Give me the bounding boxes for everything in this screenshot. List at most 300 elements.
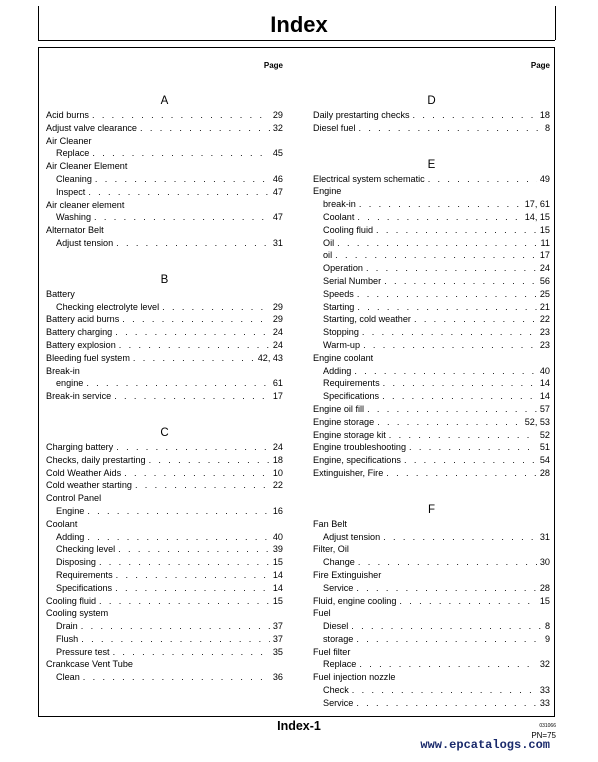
dot-leader <box>337 237 537 250</box>
entry-label: Battery acid burns <box>46 314 120 325</box>
section-letter: C <box>160 426 169 439</box>
index-subentry <box>313 339 550 352</box>
index-subentry <box>313 620 550 633</box>
dot-leader <box>356 697 537 710</box>
entry-label: Cooling fluid <box>323 224 374 235</box>
dot-leader <box>124 467 270 480</box>
entry-page-number: 24 <box>272 441 283 452</box>
index-entry <box>313 607 550 620</box>
dot-leader <box>356 633 542 646</box>
index-subentry <box>46 531 283 544</box>
entry-label: Inspect <box>56 186 86 197</box>
dot-leader <box>357 301 537 314</box>
index-subentry <box>313 658 550 671</box>
dot-leader <box>359 658 537 671</box>
index-entry <box>46 313 283 326</box>
entry-page-number: 17 <box>539 250 550 261</box>
entry-label: storage <box>323 633 354 644</box>
dot-leader <box>359 198 522 211</box>
entry-label: Adjust tension <box>323 531 381 542</box>
entry-label: Checking level <box>56 544 116 555</box>
footer-page-title: Index-1 <box>277 719 321 733</box>
dot-leader <box>352 684 537 697</box>
dot-leader <box>356 582 537 595</box>
index-entry <box>313 403 550 416</box>
entry-label: Oil <box>323 237 335 248</box>
index-subentry <box>46 211 283 224</box>
entry-label: Diesel fuel <box>313 122 356 133</box>
entry-page-number: 54 <box>539 455 550 466</box>
index-subentry <box>46 173 283 186</box>
entry-label: Replace <box>323 659 357 670</box>
entry-page-number: 17, 61 <box>524 199 550 210</box>
index-subentry <box>313 198 550 211</box>
entry-page-number: 39 <box>272 544 283 555</box>
entry-label: Check <box>323 685 349 696</box>
footer-code: 031066 <box>539 723 556 729</box>
index-entry <box>313 441 550 454</box>
dot-leader <box>366 262 537 275</box>
dot-leader <box>382 390 537 403</box>
dot-leader <box>376 224 537 237</box>
index-entry <box>46 595 283 608</box>
entry-label: Diesel <box>323 621 349 632</box>
index-subentry <box>313 275 550 288</box>
section-letter: D <box>427 95 436 107</box>
dot-leader <box>358 556 537 569</box>
entry-label: Cold weather starting <box>46 480 132 491</box>
index-entry <box>46 467 283 480</box>
entry-label: break-in <box>323 199 356 210</box>
page-title: Index <box>270 12 328 37</box>
index-entry <box>46 122 283 135</box>
entry-label: Filter, Oil <box>313 544 349 555</box>
entry-page-number: 47 <box>272 186 283 197</box>
dot-leader <box>99 556 270 569</box>
entry-label: Control Panel <box>46 493 102 504</box>
entry-label: Service <box>323 697 354 708</box>
index-subentry <box>313 237 550 250</box>
dot-leader <box>115 582 270 595</box>
footer-page-number: PN=75 <box>531 731 556 740</box>
entry-label: Fuel injection nozzle <box>313 672 396 683</box>
section-letter: A <box>160 95 169 107</box>
index-entry <box>313 173 550 186</box>
entry-page-number: 35 <box>272 646 283 657</box>
dot-leader <box>357 211 521 224</box>
title-bottom-rule <box>38 40 555 41</box>
dot-leader <box>367 403 537 416</box>
dot-leader <box>94 211 270 224</box>
dot-leader <box>399 595 536 608</box>
entry-label: Starting <box>323 301 355 312</box>
entry-label: oil <box>323 250 333 261</box>
dot-leader <box>377 416 522 429</box>
entry-label: Engine coolant <box>313 352 374 363</box>
entry-label: Clean <box>56 672 80 683</box>
entry-label: Battery explosion <box>46 339 116 350</box>
index-subentry <box>313 377 550 390</box>
entry-label: Fuel <box>313 608 331 619</box>
entry-page-number: 49 <box>539 173 550 184</box>
entry-label: Engine storage <box>313 416 375 427</box>
entry-label: Cooling fluid <box>46 595 97 606</box>
dot-leader <box>358 122 541 135</box>
entry-page-number: 56 <box>539 275 550 286</box>
entry-label: Engine oil fill <box>313 403 365 414</box>
index-entry <box>313 122 550 135</box>
index-entry <box>46 454 283 467</box>
entry-page-number: 24 <box>272 327 283 338</box>
entry-label: Cooling system <box>46 608 109 619</box>
entry-page-number: 24 <box>539 263 550 274</box>
index-entry <box>46 518 283 531</box>
entry-page-number: 46 <box>272 173 283 184</box>
entry-page-number: 42, 43 <box>257 352 283 363</box>
entry-label: Stopping <box>323 327 359 338</box>
dot-leader <box>384 275 537 288</box>
index-subentry <box>313 326 550 339</box>
entry-label: Starting, cold weather <box>323 314 411 325</box>
entry-label: Adding <box>323 365 352 376</box>
dot-leader <box>383 531 537 544</box>
entry-label: Operation <box>323 263 363 274</box>
entry-label: Air Cleaner Element <box>46 161 128 172</box>
index-subentry <box>313 365 550 378</box>
dot-leader <box>335 249 537 262</box>
index-subentry <box>313 390 550 403</box>
dot-leader <box>140 122 270 135</box>
entry-label: Cold Weather Aids <box>46 467 122 478</box>
entry-label: Fuel filter <box>313 646 351 657</box>
entry-page-number: 14 <box>539 378 550 389</box>
index-entry <box>46 390 283 403</box>
entry-label: Engine <box>56 505 85 516</box>
index-entry <box>313 352 550 365</box>
entry-label: Adjust tension <box>56 237 114 248</box>
entry-label: Bleeding fuel system <box>46 352 130 363</box>
entry-label: Battery <box>46 288 75 299</box>
index-entry <box>313 671 550 684</box>
index-subentry <box>313 531 550 544</box>
entry-page-number: 15 <box>272 595 283 606</box>
section-letter: B <box>160 273 169 286</box>
entry-page-number: 52 <box>539 429 550 440</box>
index-entry <box>313 454 550 467</box>
index-subentry <box>313 697 550 710</box>
dot-leader <box>404 454 537 467</box>
entry-label: Adjust valve clearance <box>46 122 137 133</box>
index-subentry <box>46 556 283 569</box>
entry-page-number: 51 <box>539 442 550 453</box>
entry-page-number: 14 <box>539 391 550 402</box>
dot-leader <box>116 441 270 454</box>
index-entry <box>46 160 283 173</box>
entry-label: Engine, specifications <box>313 455 401 466</box>
entry-label: Requirements <box>56 569 113 580</box>
index-subentry <box>313 211 550 224</box>
entry-label: Requirements <box>323 378 380 389</box>
dot-leader <box>87 505 270 518</box>
dot-leader <box>135 479 270 492</box>
dot-leader <box>86 377 270 390</box>
index-entry <box>46 326 283 339</box>
dot-leader <box>116 569 270 582</box>
dot-leader <box>119 339 270 352</box>
index-entry <box>313 467 550 480</box>
index-subentry <box>46 377 283 390</box>
index-entry <box>313 416 550 429</box>
dot-leader <box>162 301 270 314</box>
entry-label: engine <box>56 378 84 389</box>
entry-page-number: 22 <box>272 480 283 491</box>
entry-page-number: 14 <box>272 582 283 593</box>
index-subentry <box>313 249 550 262</box>
dot-leader <box>114 390 270 403</box>
entry-label: Break-in service <box>46 391 112 402</box>
index-subentry <box>46 646 283 659</box>
entry-label: Specifications <box>56 582 113 593</box>
entry-page-number: 29 <box>272 301 283 312</box>
index-entry <box>46 339 283 352</box>
entry-label: Acid burns <box>46 110 89 120</box>
entry-page-number: 15 <box>539 224 550 235</box>
entry-label: Battery charging <box>46 327 113 338</box>
dot-leader <box>409 441 537 454</box>
entry-page-number: 28 <box>539 467 550 478</box>
dot-leader <box>116 237 270 250</box>
entry-label: Fluid, engine cooling <box>313 595 397 606</box>
entry-page-number: 9 <box>544 633 550 644</box>
dot-leader <box>133 352 255 365</box>
entry-label: Air Cleaner <box>46 135 92 146</box>
section-letter: E <box>427 158 436 171</box>
index-entry <box>313 646 550 659</box>
entry-label: Speeds <box>323 288 354 299</box>
entry-page-number: 33 <box>539 697 550 708</box>
entry-page-number: 18 <box>272 454 283 465</box>
page-column-header: Page <box>530 61 550 70</box>
index-entry <box>46 365 283 378</box>
dot-leader <box>383 377 537 390</box>
entry-page-number: 11 <box>540 237 550 248</box>
entry-page-number: 17 <box>272 391 283 402</box>
dot-leader <box>118 543 270 556</box>
entry-page-number: 10 <box>272 467 283 478</box>
entry-label: Alternator Belt <box>46 225 104 236</box>
dot-leader <box>386 467 537 480</box>
entry-label: Replace <box>56 148 90 159</box>
dot-leader <box>354 365 537 378</box>
entry-page-number: 30 <box>539 557 550 568</box>
dot-leader <box>413 109 537 122</box>
index-subentry <box>313 224 550 237</box>
entry-label: Fan Belt <box>313 518 347 529</box>
index-subentry <box>46 147 283 160</box>
entry-page-number: 25 <box>539 288 550 299</box>
dot-leader <box>122 313 270 326</box>
index-subentry <box>46 237 283 250</box>
entry-label: Specifications <box>323 391 380 402</box>
index-subentry <box>46 186 283 199</box>
entry-page-number: 61 <box>272 378 283 389</box>
dot-leader <box>99 595 270 608</box>
entry-page-number: 28 <box>539 582 550 593</box>
entry-page-number: 22 <box>539 314 550 325</box>
entry-label: Fire Extinguisher <box>313 569 382 580</box>
entry-page-number: 23 <box>539 339 550 350</box>
dot-leader <box>363 339 537 352</box>
dot-leader <box>351 620 542 633</box>
page-column-header: Page <box>263 61 283 70</box>
index-subentry <box>46 505 283 518</box>
entry-page-number: 57 <box>539 403 550 414</box>
index-subentry <box>46 633 283 646</box>
entry-page-number: 45 <box>272 148 283 159</box>
index-subentry <box>313 313 550 326</box>
entry-label: Checks, daily prestarting <box>46 454 146 465</box>
index-entry <box>46 288 283 301</box>
entry-page-number: 24 <box>272 339 283 350</box>
index-subentry <box>46 301 283 314</box>
entry-label: Electrical system schematic <box>313 173 425 184</box>
dot-leader <box>92 109 270 122</box>
entry-label: Adding <box>56 531 85 542</box>
dot-leader <box>83 671 270 684</box>
entry-label: Engine <box>313 186 342 197</box>
dot-leader <box>95 173 270 186</box>
entry-label: Disposing <box>56 557 96 568</box>
entry-page-number: 32 <box>272 122 283 133</box>
entry-page-number: 21 <box>539 301 550 312</box>
entry-page-number: 15 <box>539 595 550 606</box>
dot-leader <box>389 429 537 442</box>
entry-label: Crankcase Vent Tube <box>46 659 133 670</box>
index-entry <box>46 492 283 505</box>
index-entry <box>46 441 283 454</box>
dot-leader <box>115 326 270 339</box>
index-subentry <box>46 569 283 582</box>
index-entry <box>313 543 550 556</box>
index-entry <box>46 199 283 212</box>
index-entry <box>313 518 550 531</box>
section-letter: F <box>427 503 436 516</box>
entry-page-number: 8 <box>544 621 550 632</box>
entry-page-number: 15 <box>272 557 283 568</box>
entry-page-number: 29 <box>272 110 283 120</box>
index-column-right <box>313 60 550 710</box>
entry-page-number: 37 <box>272 621 283 632</box>
entry-page-number: 37 <box>272 633 283 644</box>
index-entry <box>46 135 283 148</box>
entry-page-number: 40 <box>272 531 283 542</box>
entry-page-number: 31 <box>272 237 283 248</box>
dot-leader <box>149 454 270 467</box>
index-entry <box>313 595 550 608</box>
index-entry <box>313 569 550 582</box>
dot-leader <box>414 313 537 326</box>
entry-label: Pressure test <box>56 646 110 657</box>
dot-leader <box>81 633 270 646</box>
entry-label: Engine troubleshooting <box>313 442 407 453</box>
index-subentry <box>313 633 550 646</box>
index-entry <box>46 109 283 122</box>
index-entry <box>46 224 283 237</box>
entry-page-number: 33 <box>539 685 550 696</box>
entry-page-number: 14 <box>272 569 283 580</box>
entry-page-number: 36 <box>272 672 283 683</box>
entry-label: Cleaning <box>56 173 92 184</box>
entry-label: Drain <box>56 621 78 632</box>
index-subentry <box>313 288 550 301</box>
index-entry <box>46 658 283 671</box>
index-subentry <box>46 671 283 684</box>
index-subentry <box>46 620 283 633</box>
entry-label: Engine storage kit <box>313 429 386 440</box>
entry-label: Air cleaner element <box>46 199 125 210</box>
index-entry <box>313 109 550 122</box>
index-entry <box>313 429 550 442</box>
dot-leader <box>357 288 537 301</box>
index-subentry <box>313 262 550 275</box>
entry-label: Serial Number <box>323 275 382 286</box>
entry-label: Service <box>323 582 354 593</box>
entry-label: Change <box>323 557 355 568</box>
entry-page-number: 52, 53 <box>524 416 550 427</box>
entry-label: Warm-up <box>323 339 361 350</box>
entry-page-number: 29 <box>272 314 283 325</box>
index-entry <box>313 185 550 198</box>
entry-label: Checking electrolyte level <box>56 301 160 312</box>
entry-label: Extinguisher, Fire <box>313 467 384 478</box>
entry-page-number: 31 <box>539 531 550 542</box>
entry-page-number: 40 <box>539 365 550 376</box>
index-entry <box>46 607 283 620</box>
entry-label: Charging battery <box>46 441 114 452</box>
watermark: www.epcatalogs.com <box>420 738 550 752</box>
index-column-left <box>46 60 283 684</box>
index-subentry <box>313 684 550 697</box>
entry-label: Flush <box>56 633 79 644</box>
entry-page-number: 32 <box>539 659 550 670</box>
entry-page-number: 16 <box>272 505 283 516</box>
index-subentry <box>313 301 550 314</box>
entry-label: Washing <box>56 212 92 223</box>
dot-leader <box>88 186 270 199</box>
index-subentry <box>313 556 550 569</box>
index-entry <box>46 352 283 365</box>
entry-label: Break-in <box>46 365 80 376</box>
entry-label: Coolant <box>323 211 355 222</box>
entry-page-number: 14, 15 <box>524 211 550 222</box>
dot-leader <box>428 173 537 186</box>
dot-leader <box>92 147 270 160</box>
dot-leader <box>362 326 537 339</box>
entry-page-number: 18 <box>539 110 550 120</box>
index-entry <box>46 479 283 492</box>
index-subentry <box>313 582 550 595</box>
dot-leader <box>113 646 270 659</box>
entry-page-number: 23 <box>539 327 550 338</box>
entry-page-number: 8 <box>544 122 550 133</box>
entry-page-number: 47 <box>272 212 283 223</box>
entry-label: Daily prestarting checks <box>313 110 410 120</box>
entry-label: Coolant <box>46 518 78 529</box>
dot-leader <box>81 620 270 633</box>
index-subentry <box>46 582 283 595</box>
index-subentry <box>46 543 283 556</box>
dot-leader <box>87 531 270 544</box>
